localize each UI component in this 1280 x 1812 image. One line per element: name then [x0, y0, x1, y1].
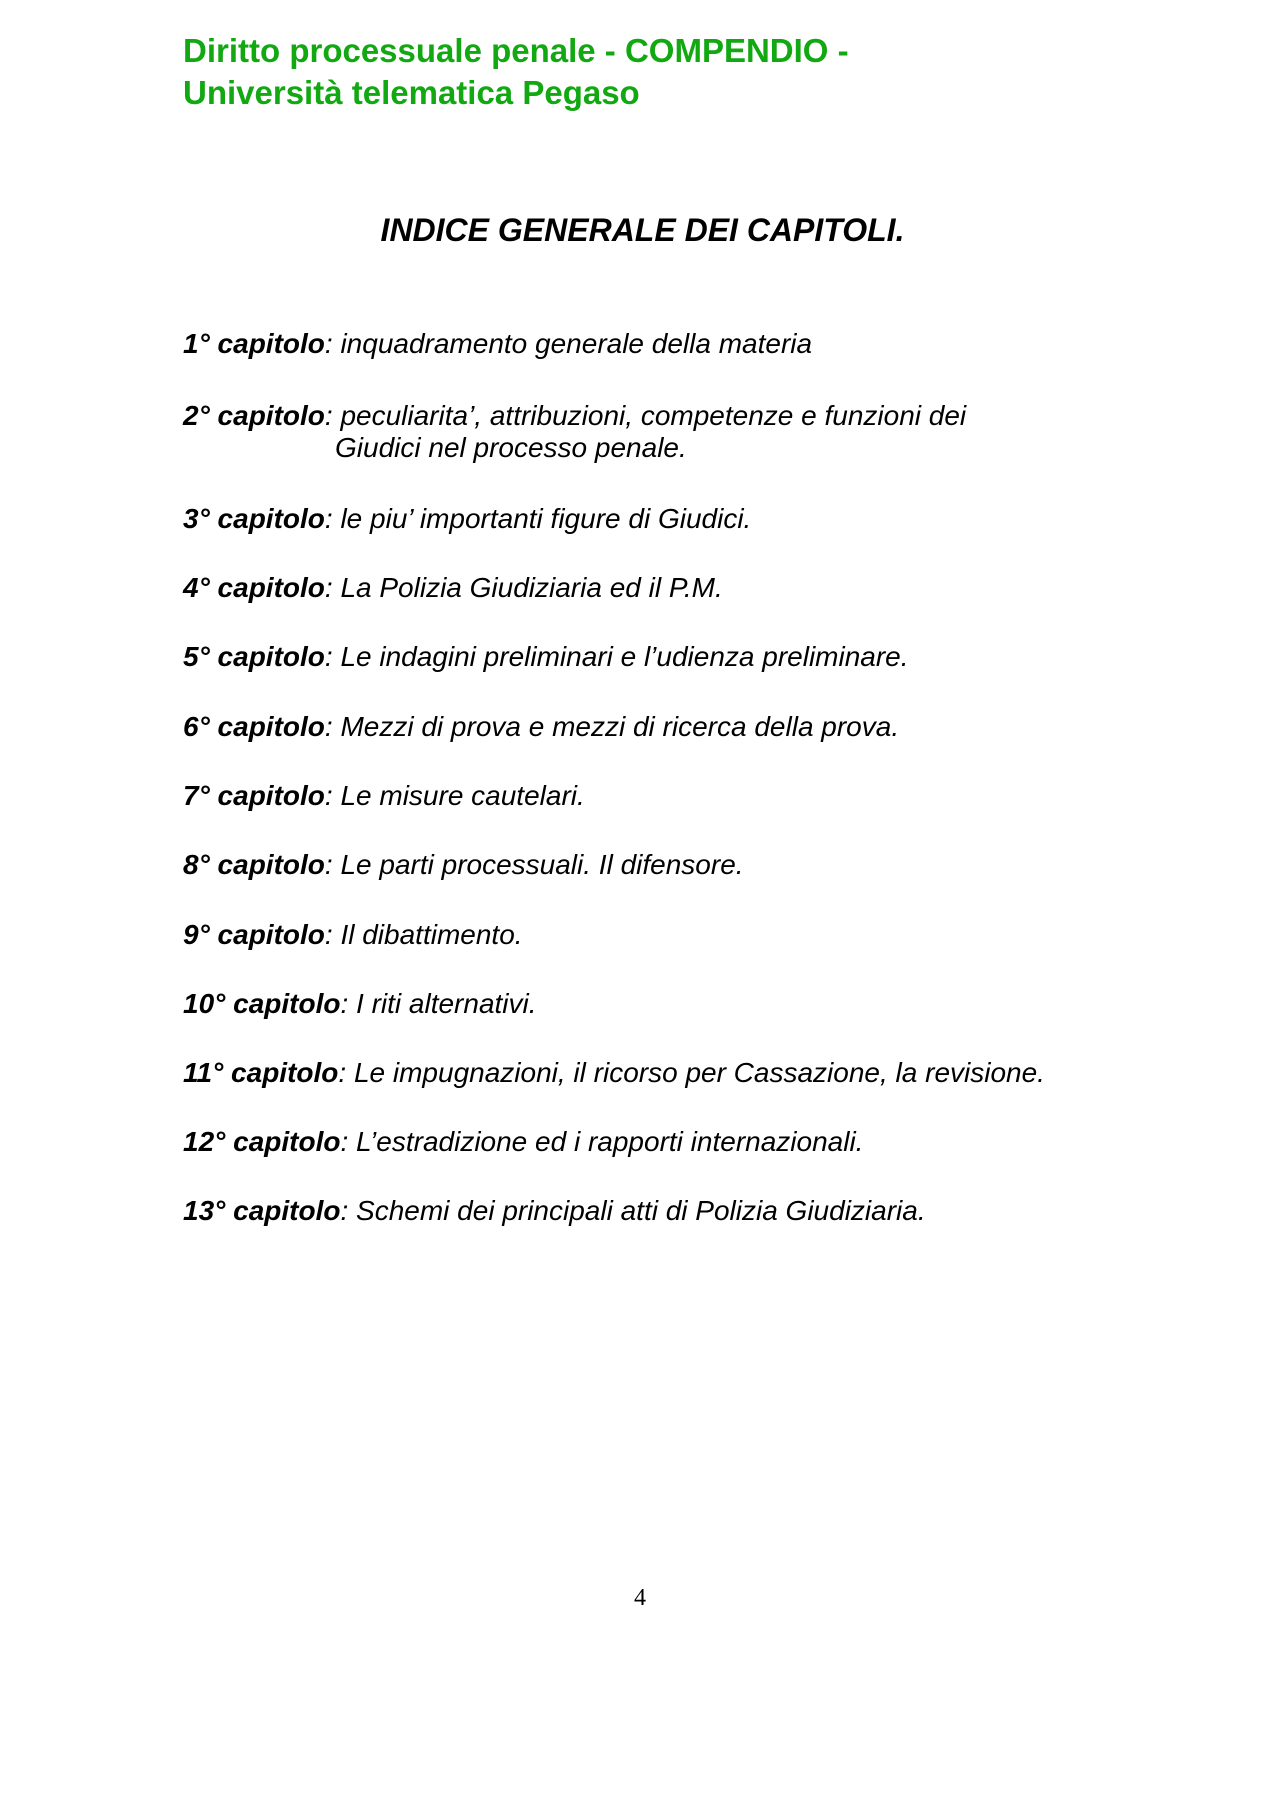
chapter-description: : Mezzi di prova e mezzi di ricerca della prova.	[324, 711, 900, 742]
header-title-line-1: Diritto processuale penale - COMPENDIO -	[183, 32, 849, 69]
chapter-label: 5° capitolo	[183, 641, 325, 672]
chapter-entry-12	[183, 1126, 1233, 1158]
chapter-description: : Il dibattimento.	[324, 919, 523, 950]
chapter-entry-8	[183, 849, 1233, 881]
header-title-line-2: Università telematica Pegaso	[183, 74, 640, 111]
chapter-label: 8° capitolo	[183, 849, 325, 880]
chapter-entry-13	[183, 1195, 1233, 1227]
chapter-entry-1	[183, 328, 1233, 360]
chapter-label: 4° capitolo	[183, 572, 325, 603]
chapter-entry-9	[183, 919, 1233, 951]
document-header	[183, 30, 1183, 114]
chapter-entry-5	[183, 641, 1233, 673]
chapter-description: : Le indagini preliminari e l’udienza preliminare.	[324, 641, 909, 672]
chapter-description: : Schemi dei principali atti di Polizia Giudiziaria.	[340, 1195, 926, 1226]
chapter-description: : le piu’ importanti figure di Giudici.	[324, 503, 752, 534]
chapter-description: : Le impugnazioni, il ricorso per Cassazione, la revisione.	[338, 1057, 1045, 1088]
chapter-description: : Le parti processuali. Il difensore.	[324, 849, 744, 880]
chapter-entry-7	[183, 780, 1233, 812]
chapter-label: 9° capitolo	[183, 919, 325, 950]
chapter-label: 6° capitolo	[183, 711, 325, 742]
chapter-entry-2	[183, 400, 1233, 464]
chapter-label: 10° capitolo	[183, 988, 341, 1019]
chapter-label: 11° capitolo	[183, 1057, 339, 1088]
chapter-description: : I riti alternativi.	[340, 988, 537, 1019]
chapter-description: : peculiarita’, attribuzioni, competenze e funzioni dei	[324, 400, 967, 431]
chapter-description-continuation: Giudici nel processo penale.	[335, 432, 687, 463]
index-title: INDICE GENERALE DEI CAPITOLI.	[380, 212, 905, 248]
chapter-label: 3° capitolo	[183, 503, 325, 534]
chapter-description: : La Polizia Giudiziaria ed il P.M.	[324, 572, 723, 603]
chapter-description: : L’estradizione ed i rapporti internazionali.	[340, 1126, 864, 1157]
chapter-label: 1° capitolo	[183, 328, 325, 359]
chapter-description: : inquadramento generale della materia	[324, 328, 813, 359]
chapter-label: 2° capitolo	[183, 400, 325, 431]
chapter-entry-3	[183, 503, 1233, 535]
chapter-description: : Le misure cautelari.	[324, 780, 585, 811]
chapter-entry-6	[183, 711, 1233, 743]
chapter-label: 7° capitolo	[183, 780, 325, 811]
chapter-label: 13° capitolo	[183, 1195, 341, 1226]
chapter-label: 12° capitolo	[183, 1126, 341, 1157]
page-number: 4	[634, 1585, 646, 1611]
chapter-entry-10	[183, 988, 1233, 1020]
chapter-entry-4	[183, 572, 1233, 604]
chapter-entry-11	[183, 1057, 1233, 1089]
